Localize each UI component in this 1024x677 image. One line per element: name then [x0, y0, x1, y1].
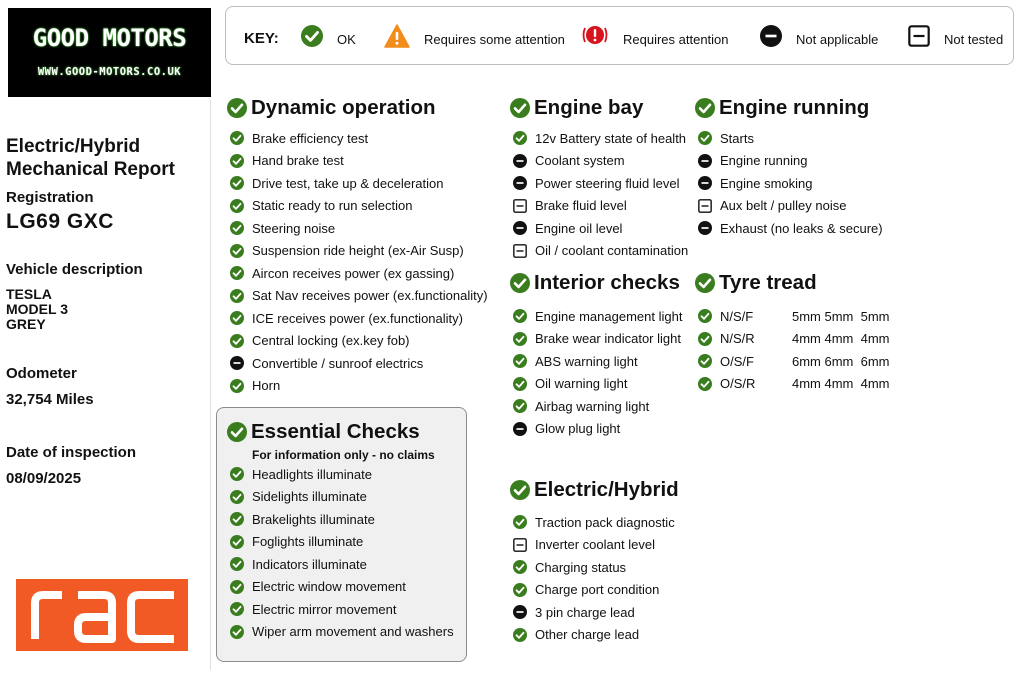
minus-circle-icon: [513, 221, 527, 235]
check-item: [698, 350, 890, 373]
column-divider: [210, 100, 211, 670]
check-item: [698, 373, 890, 396]
check-item-label: Indicators illuminate: [252, 556, 367, 572]
section-title-text: Electric/Hybrid: [534, 478, 679, 501]
section-title: [510, 271, 682, 295]
check-circle-icon: [230, 625, 244, 639]
check-item-label: Steering noise: [252, 220, 336, 236]
check-item: [230, 463, 454, 486]
vehicle-make: TESLA: [6, 286, 52, 302]
minus-square-icon: [513, 199, 527, 213]
check-item: [513, 624, 679, 647]
minus-circle-icon: [513, 422, 527, 436]
check-item-label: N/S/F: [720, 308, 754, 324]
check-item-label: Engine management light: [535, 308, 683, 324]
section-title: [695, 271, 890, 295]
check-item: [230, 172, 488, 195]
key-not-applicable-text: Not applicable: [796, 31, 879, 47]
check-item: [698, 305, 890, 328]
check-item-label: Brakelights illuminate: [252, 511, 375, 527]
key-attention: [581, 23, 729, 49]
status-key: [225, 6, 1014, 65]
inspection-date-value: 08/09/2025: [6, 470, 82, 487]
check-list: [230, 127, 488, 397]
check-circle-icon: [513, 628, 527, 642]
check-item-label: Exhaust (no leaks & secure): [720, 220, 883, 236]
check-item: [513, 195, 688, 218]
check-item-label: ABS warning light: [535, 353, 638, 369]
check-item-label: Foglights illuminate: [252, 534, 364, 550]
section-electric-hybrid: [510, 478, 679, 646]
minus-square-icon: [698, 199, 712, 213]
key-attention-text: Requires attention: [623, 31, 729, 47]
check-item: [698, 172, 883, 195]
check-item: [230, 621, 454, 644]
check-circle-icon: [230, 221, 244, 235]
registration-label: Registration: [6, 189, 94, 206]
check-circle-icon: [230, 311, 244, 325]
key-not-tested-text: Not tested: [944, 31, 1004, 47]
check-circle-icon: [698, 354, 712, 368]
check-circle-icon: [510, 480, 530, 500]
check-item: [698, 195, 883, 218]
section-title-text: Engine running: [719, 96, 870, 119]
check-item: [513, 328, 682, 351]
check-item-label: Drive test, take up & deceleration: [252, 175, 444, 191]
check-item: [230, 262, 488, 285]
check-item: [698, 150, 883, 173]
check-item-label: Other charge lead: [535, 627, 640, 643]
section-engine-bay: [510, 96, 688, 262]
section-interior-checks: [510, 271, 682, 440]
check-circle-icon: [513, 309, 527, 323]
check-circle-icon: [230, 154, 244, 168]
check-item: [698, 328, 890, 351]
check-item: [513, 556, 679, 579]
check-item: [230, 330, 488, 353]
check-circle-icon: [230, 602, 244, 616]
check-item: [230, 352, 488, 375]
check-circle-icon: [230, 490, 244, 504]
check-item-label: Starts: [720, 130, 754, 146]
alert-circle-icon: [581, 24, 609, 48]
check-item-label: Electric window movement: [252, 579, 406, 595]
check-circle-icon: [301, 25, 323, 47]
good-motors-logo: [8, 8, 211, 97]
check-circle-icon: [513, 377, 527, 391]
section-dynamic-operation: [227, 96, 488, 397]
check-circle-icon: [230, 467, 244, 481]
check-item-label: Sat Nav receives power (ex.functionality): [252, 288, 488, 304]
check-circle-icon: [698, 377, 712, 391]
check-item: [230, 127, 488, 150]
check-item: [230, 598, 454, 621]
check-item-label: Aux belt / pulley noise: [720, 198, 847, 214]
check-item: [513, 534, 679, 557]
check-list: [698, 305, 890, 395]
check-circle-icon: [230, 176, 244, 190]
check-circle-icon: [227, 422, 247, 442]
check-circle-icon: [698, 131, 712, 145]
check-item: [230, 508, 454, 531]
check-item: [230, 375, 488, 398]
check-item-label: Electric mirror movement: [252, 601, 397, 617]
check-item-label: Wiper arm movement and washers: [252, 624, 454, 640]
section-title: [227, 96, 488, 120]
key-some-attention: [384, 23, 565, 49]
check-circle-icon: [230, 535, 244, 549]
minus-square-icon: [513, 538, 527, 552]
check-item: [230, 576, 454, 599]
odometer-value: 32,754 Miles: [6, 391, 94, 408]
check-circle-icon: [230, 379, 244, 393]
minus-circle-icon: [513, 605, 527, 619]
check-list: [230, 463, 454, 643]
check-item: [230, 285, 488, 308]
section-title: [227, 420, 420, 444]
check-item: [513, 150, 688, 173]
check-item-label: Oil / coolant contamination: [535, 243, 689, 259]
check-item-label: Suspension ride height (ex-Air Susp): [252, 243, 464, 259]
check-circle-icon: [230, 244, 244, 258]
check-list: [513, 305, 682, 440]
check-item-label: Horn: [252, 378, 281, 394]
check-item: [513, 240, 688, 263]
inspection-date-label: Date of inspection: [6, 444, 137, 461]
check-item-label: Convertible / sunroof electrics: [252, 355, 424, 371]
check-item-label: Oil warning light: [535, 376, 628, 392]
check-item: [513, 373, 682, 396]
check-circle-icon: [698, 309, 712, 323]
minus-circle-icon: [698, 154, 712, 168]
section-title-text: Interior checks: [534, 271, 680, 294]
check-circle-icon: [513, 583, 527, 597]
check-item-label: Charging status: [535, 559, 627, 575]
section-title-text: Engine bay: [534, 96, 644, 119]
minus-circle-icon: [698, 176, 712, 190]
minus-circle-icon: [698, 221, 712, 235]
check-item-label: Coolant system: [535, 153, 625, 169]
check-item: [230, 217, 488, 240]
check-item: [230, 150, 488, 173]
check-item: [698, 217, 883, 240]
check-item-label: 12v Battery state of health: [535, 130, 687, 146]
check-item-label: Brake efficiency test: [252, 130, 369, 146]
section-title: [510, 478, 679, 502]
check-item-label: Engine running: [720, 153, 808, 169]
check-item: [513, 601, 679, 624]
check-item: [513, 217, 688, 240]
check-item-label: Headlights illuminate: [252, 466, 372, 482]
section-tyre-tread: [695, 271, 890, 395]
key-not-applicable: [760, 23, 878, 49]
section-essential-checks: [216, 407, 467, 662]
section-title-text: Essential Checks: [251, 420, 420, 443]
warning-triangle-icon: [384, 24, 410, 48]
essential-subtitle: For information only - no claims: [252, 448, 435, 462]
check-list: [698, 127, 883, 240]
check-item: [230, 240, 488, 263]
check-circle-icon: [227, 98, 247, 118]
check-item: [513, 579, 679, 602]
minus-circle-icon: [513, 154, 527, 168]
check-circle-icon: [695, 273, 715, 293]
check-circle-icon: [695, 98, 715, 118]
vehicle-colour: GREY: [6, 316, 46, 332]
check-circle-icon: [230, 580, 244, 594]
check-item: [513, 172, 688, 195]
check-item: [230, 553, 454, 576]
check-circle-icon: [513, 354, 527, 368]
report-title: [6, 135, 175, 181]
check-circle-icon: [513, 131, 527, 145]
check-circle-icon: [510, 273, 530, 293]
check-item-label: O/S/F: [720, 353, 754, 369]
key-not-tested: [908, 23, 1003, 49]
check-item-label: Traction pack diagnostic: [535, 514, 675, 530]
minus-circle-icon: [513, 176, 527, 190]
minus-square-icon: [513, 244, 527, 258]
section-title-text: Tyre tread: [719, 271, 817, 294]
check-item: [698, 127, 883, 150]
check-item: [513, 305, 682, 328]
vehicle-description: [6, 287, 68, 332]
check-item-label: Brake wear indicator light: [535, 331, 681, 347]
check-item-label: Engine oil level: [535, 220, 623, 236]
check-item: [513, 395, 682, 418]
report-title-line1: Electric/Hybrid: [6, 136, 141, 157]
check-item: [513, 127, 688, 150]
vehicle-description-label: Vehicle description: [6, 261, 143, 278]
check-item: [513, 418, 682, 441]
check-item: [230, 531, 454, 554]
check-item-label: Central locking (ex.key fob): [252, 333, 410, 349]
check-item-label: 3 pin charge lead: [535, 604, 635, 620]
tread-depth-value: 6mm 6mm 6mm: [792, 353, 890, 369]
check-item-label: Sidelights illuminate: [252, 489, 367, 505]
check-item: [230, 486, 454, 509]
check-item-label: O/S/R: [720, 376, 756, 392]
minus-circle-icon: [760, 25, 782, 47]
minus-circle-icon: [230, 356, 244, 370]
check-item-label: Aircon receives power (ex gassing): [252, 265, 455, 281]
registration-value: LG69 GXC: [6, 210, 114, 233]
check-circle-icon: [230, 199, 244, 213]
check-item-label: Brake fluid level: [535, 198, 627, 214]
vehicle-model: MODEL 3: [6, 301, 68, 317]
check-circle-icon: [230, 266, 244, 280]
key-ok: [301, 23, 356, 49]
check-circle-icon: [230, 334, 244, 348]
check-item-label: N/S/R: [720, 331, 755, 347]
section-engine-running: [695, 96, 883, 240]
check-circle-icon: [513, 399, 527, 413]
check-circle-icon: [698, 332, 712, 346]
report-title-line2: Mechanical Report: [6, 159, 175, 180]
check-circle-icon: [230, 512, 244, 526]
check-item-label: ICE receives power (ex.functionality): [252, 310, 463, 326]
check-item: [230, 195, 488, 218]
section-title-text: Dynamic operation: [251, 96, 436, 119]
key-label: KEY:: [244, 30, 279, 47]
check-list: [513, 127, 688, 262]
section-title: [510, 96, 688, 120]
check-item-label: Power steering fluid level: [535, 175, 680, 191]
tread-depth-value: 4mm 4mm 4mm: [792, 331, 890, 347]
key-ok-text: OK: [337, 31, 356, 47]
minus-square-icon: [908, 25, 930, 47]
tread-depth-value: 4mm 4mm 4mm: [792, 376, 890, 392]
tread-depth-value: 5mm 5mm 5mm: [792, 308, 890, 324]
section-title: [695, 96, 883, 120]
check-circle-icon: [513, 332, 527, 346]
key-some-attention-text: Requires some attention: [424, 31, 565, 47]
check-item-label: Inverter coolant level: [535, 537, 655, 553]
rac-wordmark: [16, 579, 188, 651]
check-circle-icon: [230, 557, 244, 571]
check-item-label: Charge port condition: [535, 582, 660, 598]
odometer-label: Odometer: [6, 365, 77, 382]
check-item-label: Static ready to run selection: [252, 198, 413, 214]
check-item-label: Airbag warning light: [535, 398, 650, 414]
logo-url: WWW.GOOD-MOTORS.CO.UK: [37, 66, 182, 78]
check-circle-icon: [513, 515, 527, 529]
check-item: [513, 350, 682, 373]
check-circle-icon: [230, 289, 244, 303]
check-circle-icon: [510, 98, 530, 118]
check-item-label: Hand brake test: [252, 153, 344, 169]
check-item: [230, 307, 488, 330]
check-item: [513, 511, 679, 534]
check-circle-icon: [230, 131, 244, 145]
check-circle-icon: [513, 560, 527, 574]
logo-title: GOOD MOTORS: [32, 24, 187, 52]
rac-text: [188, 579, 189, 580]
check-list: [513, 511, 679, 646]
check-item-label: Glow plug light: [535, 421, 621, 437]
rac-logo: [16, 579, 188, 651]
check-item-label: Engine smoking: [720, 175, 813, 191]
